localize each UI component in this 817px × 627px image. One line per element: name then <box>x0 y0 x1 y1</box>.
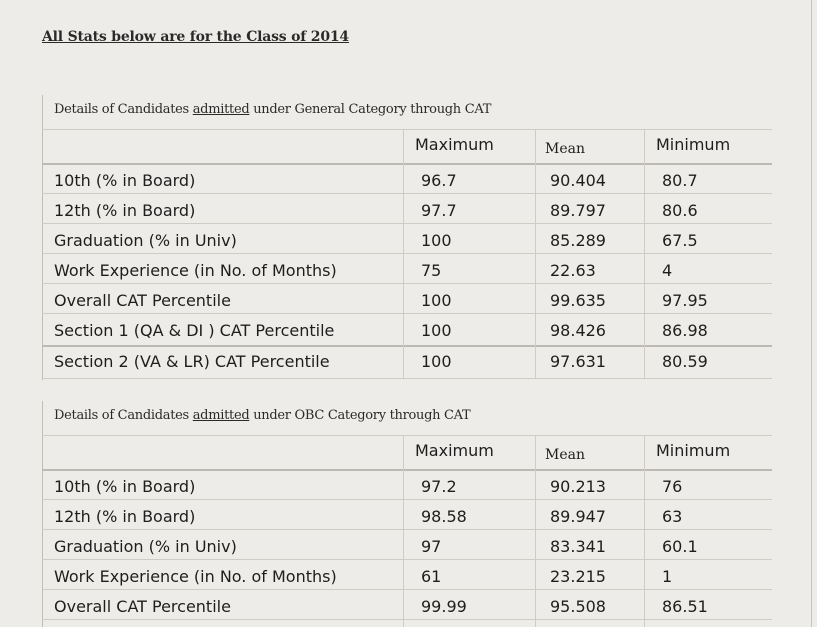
value-mean: 23.215 <box>550 567 606 586</box>
value-maximum: 100 <box>421 291 452 310</box>
row-label: Graduation (% in Univ) <box>54 537 237 556</box>
header-divider <box>42 469 772 471</box>
value-minimum: 80.6 <box>662 201 698 220</box>
obc-category-table <box>42 401 772 627</box>
value-minimum: 4 <box>662 261 673 280</box>
value-minimum: 80.59 <box>662 352 708 371</box>
general-category-table <box>42 95 772 380</box>
value-maximum: 99.99 <box>421 597 467 616</box>
value-maximum: 97 <box>421 537 442 556</box>
value-mean: 89.947 <box>550 507 606 526</box>
value-maximum: 75 <box>421 261 442 280</box>
caption-text-before: Details of Candidates <box>54 102 193 117</box>
row-label: 12th (% in Board) <box>54 507 196 526</box>
value-minimum: 80.7 <box>662 171 698 190</box>
value-minimum: 63 <box>662 507 683 526</box>
panel-left-border <box>42 95 43 380</box>
value-minimum: 97.95 <box>662 291 708 310</box>
row-label: Overall CAT Percentile <box>54 597 231 616</box>
column-divider <box>644 435 645 627</box>
value-mean: 99.635 <box>550 291 606 310</box>
value-mean: 90.213 <box>550 477 606 496</box>
value-maximum: 61 <box>421 567 442 586</box>
value-minimum: 86.98 <box>662 321 708 340</box>
row-divider <box>42 559 772 560</box>
value-minimum: 1 <box>662 567 673 586</box>
row-label: Overall CAT Percentile <box>54 291 231 310</box>
value-maximum: 100 <box>421 321 452 340</box>
column-divider <box>644 129 645 379</box>
value-mean: 98.426 <box>550 321 606 340</box>
caption-text-after: under OBC Category through CAT <box>249 408 471 423</box>
column-header-mean: Mean <box>545 447 585 463</box>
value-mean: 90.404 <box>550 171 606 190</box>
value-minimum: 76 <box>662 477 683 496</box>
admitted-link[interactable]: admitted <box>192 408 250 423</box>
value-maximum: 100 <box>421 231 452 250</box>
row-label: Section 1 (QA & DI ) CAT Percentile <box>54 321 335 340</box>
value-maximum: 96.7 <box>421 171 457 190</box>
row-label: Work Experience (in No. of Months) <box>54 567 337 586</box>
table-caption <box>54 408 470 423</box>
row-divider <box>42 129 772 130</box>
value-mean: 85.289 <box>550 231 606 250</box>
column-divider <box>535 129 536 379</box>
column-header-minimum: Minimum <box>656 441 731 460</box>
table-caption <box>54 102 491 117</box>
caption-text-before: Details of Candidates <box>54 408 193 423</box>
row-divider <box>42 193 772 194</box>
column-divider <box>535 435 536 627</box>
value-maximum: 97.7 <box>421 201 457 220</box>
value-mean: 97.631 <box>550 352 606 371</box>
row-divider <box>42 253 772 254</box>
column-header-maximum: Maximum <box>415 135 494 154</box>
row-label: 12th (% in Board) <box>54 201 196 220</box>
value-minimum: 67.5 <box>662 231 698 250</box>
row-divider <box>42 589 772 590</box>
row-divider <box>42 283 772 284</box>
header-divider <box>42 163 772 165</box>
row-divider <box>42 435 772 436</box>
column-divider <box>403 129 404 379</box>
page-right-border <box>811 0 812 627</box>
row-label: 10th (% in Board) <box>54 477 196 496</box>
column-header-maximum: Maximum <box>415 441 494 460</box>
value-mean: 22.63 <box>550 261 596 280</box>
value-mean: 95.508 <box>550 597 606 616</box>
row-divider <box>42 313 772 314</box>
value-maximum: 98.58 <box>421 507 467 526</box>
row-label: 10th (% in Board) <box>54 171 196 190</box>
column-header-mean: Mean <box>545 141 585 157</box>
value-maximum: 100 <box>421 352 452 371</box>
page-title: All Stats below are for the Class of 2014 <box>42 29 349 45</box>
row-divider <box>42 619 772 620</box>
row-divider <box>42 378 772 379</box>
row-divider <box>42 223 772 224</box>
value-maximum: 97.2 <box>421 477 457 496</box>
column-divider <box>403 435 404 627</box>
row-label: Work Experience (in No. of Months) <box>54 261 337 280</box>
column-header-minimum: Minimum <box>656 135 731 154</box>
row-divider <box>42 499 772 500</box>
caption-text-after: under General Category through CAT <box>249 102 492 117</box>
row-divider <box>42 345 772 347</box>
row-label: Section 2 (VA & LR) CAT Percentile <box>54 352 330 371</box>
row-divider <box>42 529 772 530</box>
value-mean: 89.797 <box>550 201 606 220</box>
value-minimum: 86.51 <box>662 597 708 616</box>
value-minimum: 60.1 <box>662 537 698 556</box>
admitted-link[interactable]: admitted <box>192 102 250 117</box>
value-mean: 83.341 <box>550 537 606 556</box>
row-label: Graduation (% in Univ) <box>54 231 237 250</box>
